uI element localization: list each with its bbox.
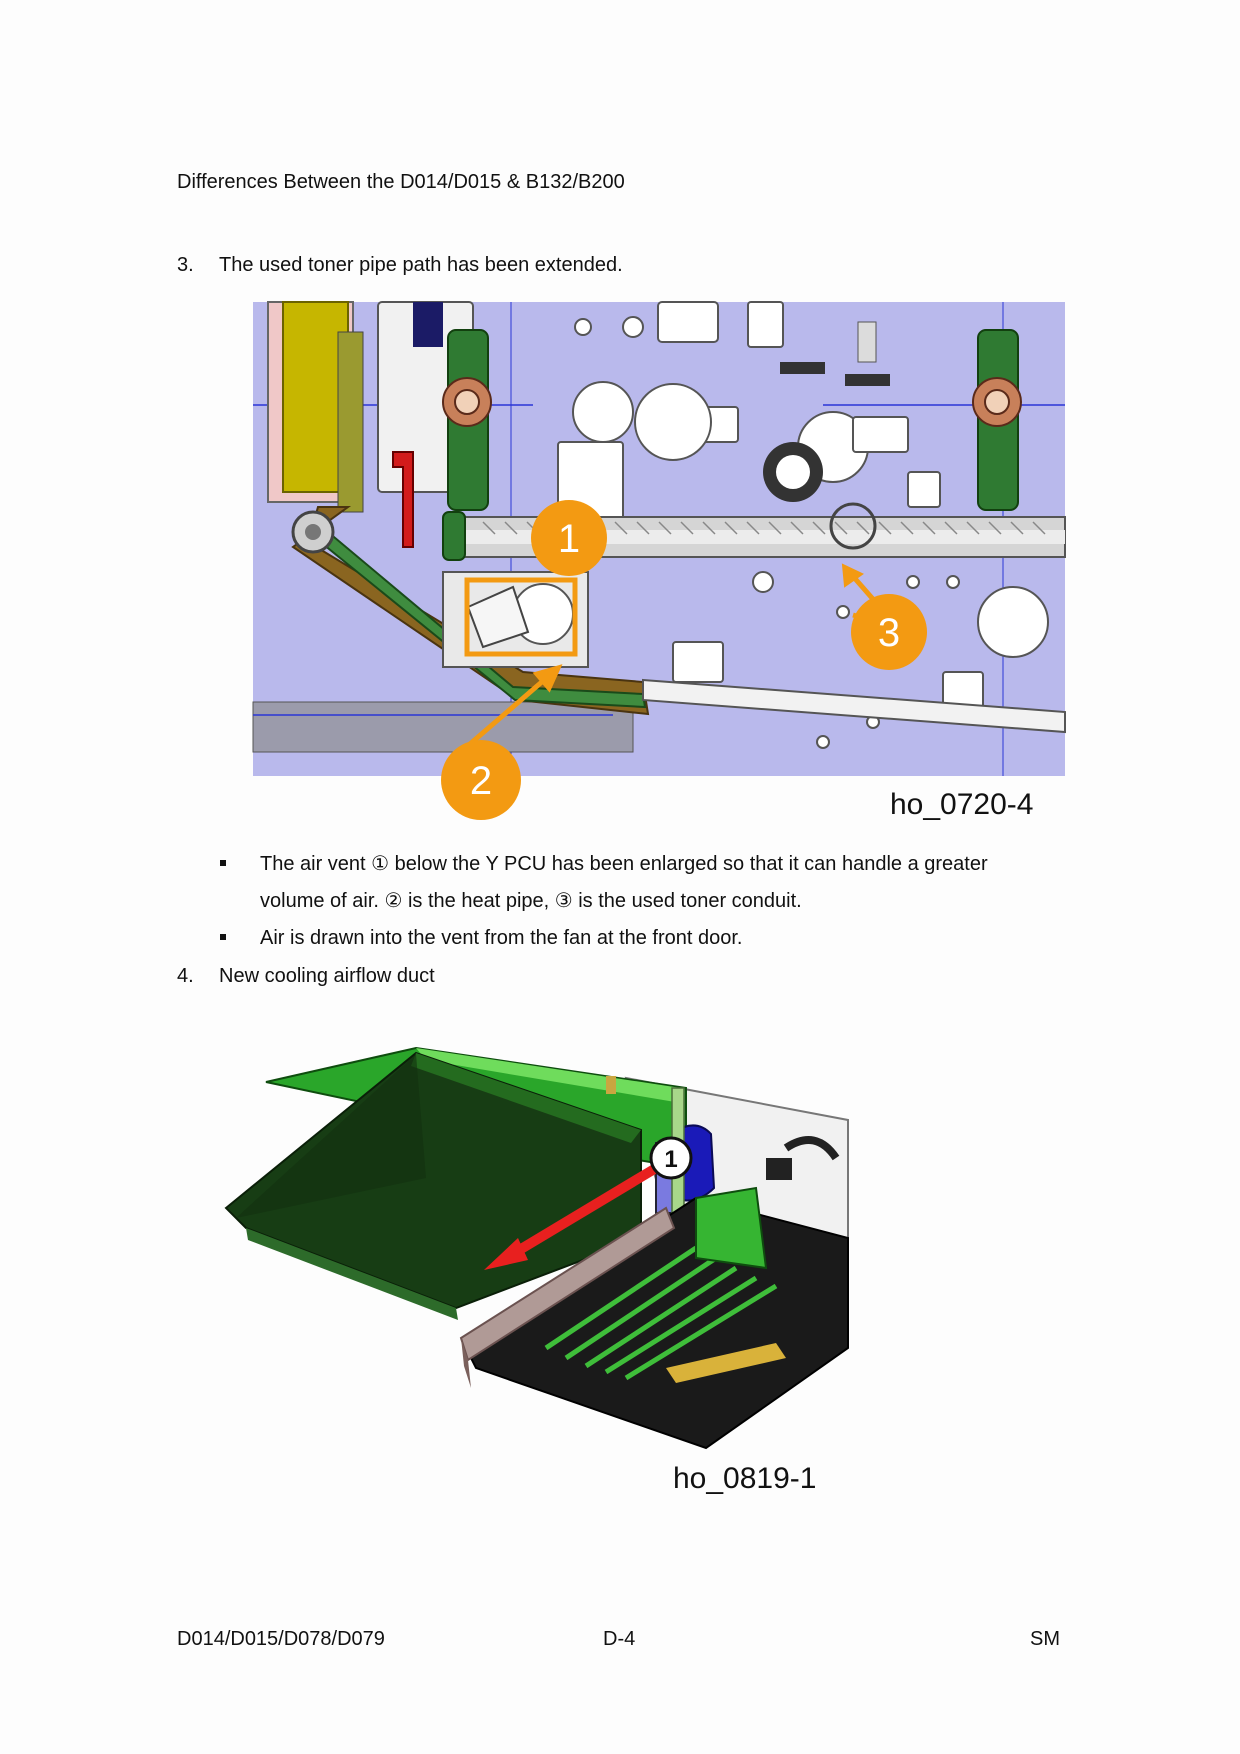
figure1-marker-3-label: 3 <box>877 611 901 655</box>
figure1-marker-2 <box>441 740 521 820</box>
bullet-marker <box>220 934 226 940</box>
item-3-number: 3. <box>177 254 194 276</box>
item-4-number: 4. <box>177 965 194 987</box>
figure-used-toner-pipe <box>253 302 1065 803</box>
figure2-code: ho_0819-1 <box>673 1462 817 1495</box>
footer-page-number: D-4 <box>603 1628 636 1650</box>
item-3-text: The used toner pipe path has been extended. <box>219 254 623 276</box>
figure1-marker-1 <box>531 500 607 576</box>
bullet-2-line-1: Air is drawn into the vent from the fan at the front door. <box>260 927 743 949</box>
figure2-marker-1-label: 1 <box>664 1146 678 1173</box>
footer-model-numbers: D014/D015/D078/D079 <box>177 1628 385 1650</box>
figure-cooling-airflow-duct <box>226 1048 848 1438</box>
figure-used-toner-pipe-drawing <box>253 302 1065 803</box>
figure1-marker-1-label: 1 <box>557 517 581 561</box>
bullet-1-line-2: volume of air. ② is the heat pipe, ③ is the used toner conduit. <box>260 890 802 912</box>
bullet-1-line-1: The air vent ① below the Y PCU has been enlarged so that it can handle a greater <box>260 853 988 875</box>
figure2-marker-1 <box>651 1138 691 1178</box>
page-header-title: Differences Between the D014/D015 & B132/B200 <box>177 171 625 193</box>
bullet-marker <box>220 860 226 866</box>
footer-manual-code: SM <box>1030 1628 1060 1650</box>
figure-cooling-airflow-duct-drawing <box>226 1048 848 1438</box>
figure1-code: ho_0720-4 <box>890 788 1034 821</box>
figure1-marker-2-label: 2 <box>469 759 493 803</box>
figure1-marker-3 <box>851 594 927 670</box>
item-4-text: New cooling airflow duct <box>219 965 435 987</box>
